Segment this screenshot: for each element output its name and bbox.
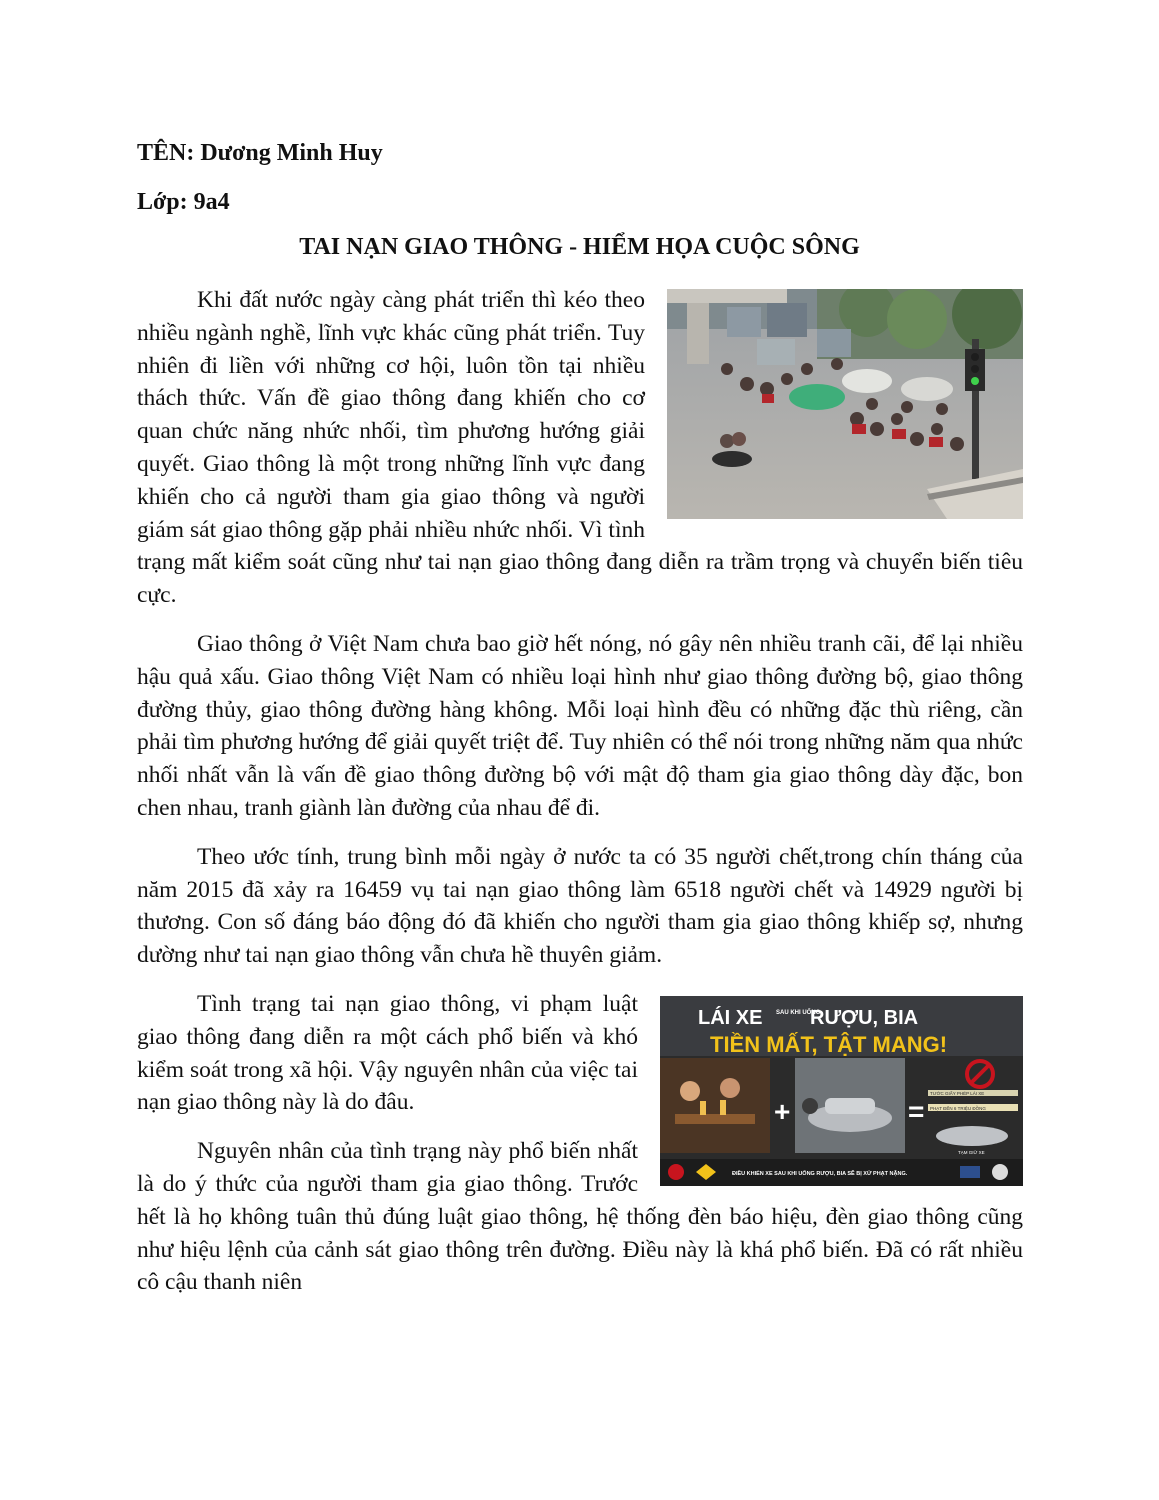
student-class: Lớp: 9a4 xyxy=(137,189,230,215)
paragraph-5: Nguyên nhân của tình trạng này phổ biến nhất là do ý thức của người tham gia giao thông. Trước hết là họ không tuân thủ đúng luật giao thông, hệ thống đèn báo hiệu, đèn giao thông cũng như hiệu lệnh của cảnh sát giao thông trên đường. Điều này là khá phổ biến. Đã có rất nhiều cô cậu thanh niên xyxy=(137,1138,1023,1296)
poster-label-fine: PHẠT ĐẾN 6 TRIỆU ĐỒNG xyxy=(930,1105,986,1111)
poster-footer: ĐIỀU KHIỂN XE SAU KHI UỐNG RƯỢU, BIA SẼ BỊ XỬ PHẠT NẶNG. xyxy=(732,1170,908,1177)
poster-label-impound: TẠM GIỮ XE xyxy=(958,1149,985,1155)
paragraph-2: Giao thông ở Việt Nam chưa bao giờ hết nóng, nó gây nên nhiều tranh cãi, để lại nhiều hậu quả xấu. Giao thông Việt Nam có nhiều loại hình như giao thông đường bộ, giao thông đường thủy, giao thông đường hàng không. Mỗi loại hình đều có những đặc thù riêng, cần phải tìm phương hướng để giải quyết triệt để. Tuy nhiên có thể nói trong những năm qua nhức nhối nhất vẫn là vấn đề giao thông đường bộ với mật độ tham gia giao thông dày đặc, bon chen nhau, tranh giành làn đường của nhau để đi. xyxy=(137,630,1023,821)
essay-body xyxy=(137,284,1023,1315)
essay-title: TAI NẠN GIAO THÔNG - HIỂM HỌA CUỘC SÔNG xyxy=(299,234,860,260)
paragraph-4: Tình trạng tai nạn giao thông, vi phạm luật giao thông đang diễn ra một cách phổ biến và khó kiểm soát trong xã hội. Vậy nguyên nhân của việc tai nạn giao thông này là do đâu. xyxy=(137,990,638,1116)
svg-text:+: + xyxy=(774,1095,791,1127)
poster-headline-1: LÁI XE xyxy=(698,1006,763,1029)
traffic-photo xyxy=(667,289,1023,519)
poster-headline-2: RƯỢU, BIA xyxy=(810,1006,919,1029)
student-name: TÊN: Dương Minh Huy xyxy=(137,140,383,166)
poster-label-license: TƯỚC GIẤY PHÉP LÁI XE xyxy=(930,1090,985,1096)
poster-headline-3: TIỀN MẤT, TẬT MANG! xyxy=(710,1031,948,1057)
svg-text:=: = xyxy=(908,1095,925,1127)
poster-headline-small: SAU KHI UỐNG xyxy=(776,1009,821,1016)
paragraph-1: Khi đất nước ngày càng phát triển thì kéo theo nhiều ngành nghề, lĩnh vực khác cũng phát triển. Tuy nhiên đi liền với những cơ hội, luôn tồn tại nhiều thách thức. Vấn đề giao thông đang khiến cho cơ quan chức năng nhức nhối, tìm phương hướng giải quyết. Giao thông là một trong những lĩnh vực đang khiến cho cả người tham gia giao thông và người giám sát giao thông gặp phải nhiều nhức nhối. Vì tình trạng mất kiểm soát cũng như tai nạn giao thông đang diễn ra trầm trọng và chuyển biến tiêu cực. xyxy=(137,287,1023,609)
drunk-driving-poster xyxy=(660,996,1023,1186)
paragraph-3: Theo ước tính, trung bình mỗi ngày ở nước ta có 35 người chết,trong chín tháng của năm 2015 đã xảy ra 16459 vụ tai nạn giao thông làm 6518 người chết và 14929 người bị thương. Con số đáng báo động đó đã khiến cho người tham gia giao thông khiếp sợ, nhưng dường như tai nạn giao thông vẫn chưa hề thuyên giảm. xyxy=(137,843,1023,969)
